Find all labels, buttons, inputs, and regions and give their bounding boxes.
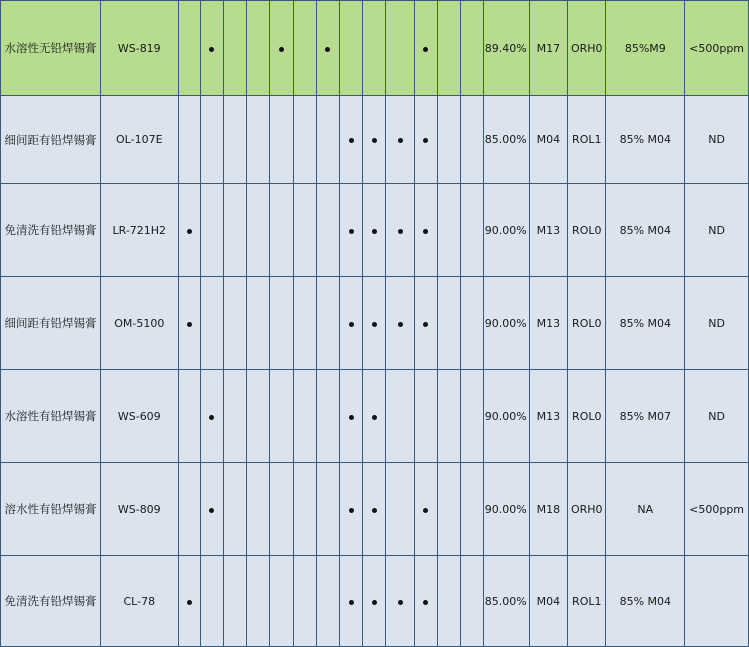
feature-cell: [386, 184, 414, 277]
feature-cell: [293, 277, 316, 370]
feature-cell: [386, 556, 414, 647]
feature-cell: [200, 556, 223, 647]
flux-type-cell: ROL0: [568, 370, 606, 463]
feature-cell: [316, 556, 339, 647]
feature-cell: [340, 556, 363, 647]
bullet-dot-icon: [423, 47, 428, 52]
feature-cell: [437, 463, 460, 556]
flux-type-cell: ORH0: [568, 463, 606, 556]
feature-cell: [293, 96, 316, 184]
feature-cell: [461, 184, 484, 277]
feature-cell: [270, 184, 293, 277]
feature-cell: [363, 370, 386, 463]
feature-cell: [178, 277, 200, 370]
feature-cell: [293, 463, 316, 556]
feature-cell: [461, 463, 484, 556]
feature-cell: [178, 556, 200, 647]
product-name-cell: 水溶性无铅焊锡膏: [1, 1, 101, 96]
flux-type-cell: ROL1: [568, 96, 606, 184]
table-row: [1, 463, 749, 556]
powder-mesh-cell: M04: [529, 96, 567, 184]
feature-cell: [340, 370, 363, 463]
feature-cell: [316, 463, 339, 556]
feature-cell: [224, 96, 247, 184]
powder-mesh-cell: M17: [529, 1, 567, 96]
alloy-content-cell: 85.00%: [484, 556, 529, 647]
paste-spec-cell: 85% M04: [606, 277, 685, 370]
product-name-cell: 溶水性有铅焊锡膏: [1, 463, 101, 556]
product-name-cell: 细间距有铅焊锡膏: [1, 96, 101, 184]
bullet-dot-icon: [349, 322, 354, 327]
feature-cell: [224, 370, 247, 463]
feature-cell: [316, 277, 339, 370]
table-row: [1, 1, 749, 96]
feature-cell: [414, 277, 437, 370]
feature-cell: [293, 370, 316, 463]
powder-mesh-cell: M18: [529, 463, 567, 556]
feature-cell: [461, 96, 484, 184]
powder-mesh-cell: M13: [529, 184, 567, 277]
table-row: [1, 277, 749, 370]
feature-cell: [270, 277, 293, 370]
paste-spec-cell: 85% M04: [606, 556, 685, 647]
feature-cell: [224, 556, 247, 647]
feature-cell: [386, 1, 414, 96]
feature-cell: [200, 1, 223, 96]
paste-spec-cell: NA: [606, 463, 685, 556]
feature-cell: [461, 1, 484, 96]
feature-cell: [178, 463, 200, 556]
feature-cell: [340, 277, 363, 370]
halogen-cell: ND: [685, 96, 749, 184]
powder-mesh-cell: M13: [529, 277, 567, 370]
feature-cell: [340, 184, 363, 277]
flux-type-cell: ORH0: [568, 1, 606, 96]
feature-cell: [461, 556, 484, 647]
powder-mesh-cell: M13: [529, 370, 567, 463]
alloy-content-cell: 90.00%: [484, 370, 529, 463]
paste-spec-cell: 85% M07: [606, 370, 685, 463]
feature-cell: [224, 277, 247, 370]
bullet-dot-icon: [209, 415, 214, 420]
alloy-content-cell: 90.00%: [484, 463, 529, 556]
product-name-cell: 水溶性有铅焊锡膏: [1, 370, 101, 463]
feature-cell: [386, 277, 414, 370]
feature-cell: [224, 1, 247, 96]
halogen-cell: <500ppm: [685, 463, 749, 556]
feature-cell: [200, 277, 223, 370]
bullet-dot-icon: [349, 600, 354, 605]
table-row: [1, 184, 749, 277]
bullet-dot-icon: [349, 138, 354, 143]
feature-cell: [200, 370, 223, 463]
feature-cell: [414, 556, 437, 647]
bullet-dot-icon: [423, 138, 428, 143]
bullet-dot-icon: [372, 415, 377, 420]
halogen-cell: [685, 556, 749, 647]
feature-cell: [340, 463, 363, 556]
table-row: [1, 556, 749, 647]
bullet-dot-icon: [372, 508, 377, 513]
feature-cell: [363, 184, 386, 277]
feature-cell: [414, 370, 437, 463]
bullet-dot-icon: [423, 322, 428, 327]
feature-cell: [247, 556, 270, 647]
halogen-cell: <500ppm: [685, 1, 749, 96]
feature-cell: [270, 463, 293, 556]
feature-cell: [224, 463, 247, 556]
feature-cell: [340, 96, 363, 184]
bullet-dot-icon: [209, 508, 214, 513]
feature-cell: [178, 370, 200, 463]
bullet-dot-icon: [398, 138, 403, 143]
table-row: [1, 370, 749, 463]
feature-cell: [461, 370, 484, 463]
feature-cell: [340, 1, 363, 96]
feature-cell: [316, 96, 339, 184]
bullet-dot-icon: [209, 47, 214, 52]
feature-cell: [247, 370, 270, 463]
alloy-content-cell: 90.00%: [484, 277, 529, 370]
feature-cell: [386, 370, 414, 463]
feature-cell: [414, 463, 437, 556]
feature-cell: [200, 96, 223, 184]
model-cell: OL-107E: [100, 96, 178, 184]
bullet-dot-icon: [423, 229, 428, 234]
halogen-cell: ND: [685, 370, 749, 463]
feature-cell: [178, 96, 200, 184]
alloy-content-cell: 85.00%: [484, 96, 529, 184]
model-cell: OM-5100: [100, 277, 178, 370]
bullet-dot-icon: [187, 600, 192, 605]
bullet-dot-icon: [398, 600, 403, 605]
feature-cell: [363, 96, 386, 184]
feature-cell: [224, 184, 247, 277]
feature-cell: [437, 1, 460, 96]
feature-cell: [414, 96, 437, 184]
bullet-dot-icon: [398, 229, 403, 234]
bullet-dot-icon: [349, 415, 354, 420]
alloy-content-cell: 90.00%: [484, 184, 529, 277]
product-name-cell: 免清洗有铅焊锡膏: [1, 556, 101, 647]
bullet-dot-icon: [187, 229, 192, 234]
bullet-dot-icon: [372, 322, 377, 327]
product-name-cell: 免清洗有铅焊锡膏: [1, 184, 101, 277]
feature-cell: [178, 184, 200, 277]
feature-cell: [363, 277, 386, 370]
feature-cell: [386, 463, 414, 556]
bullet-dot-icon: [187, 322, 192, 327]
feature-cell: [247, 1, 270, 96]
model-cell: WS-609: [100, 370, 178, 463]
bullet-dot-icon: [372, 600, 377, 605]
feature-cell: [414, 184, 437, 277]
feature-cell: [200, 184, 223, 277]
feature-cell: [363, 556, 386, 647]
feature-cell: [386, 96, 414, 184]
alloy-content-cell: 89.40%: [484, 1, 529, 96]
feature-cell: [270, 370, 293, 463]
feature-cell: [178, 1, 200, 96]
table-body: [1, 1, 749, 647]
feature-cell: [247, 184, 270, 277]
halogen-cell: ND: [685, 277, 749, 370]
feature-cell: [270, 556, 293, 647]
feature-cell: [414, 1, 437, 96]
bullet-dot-icon: [398, 322, 403, 327]
bullet-dot-icon: [279, 47, 284, 52]
paste-spec-cell: 85% M04: [606, 184, 685, 277]
feature-cell: [270, 96, 293, 184]
paste-spec-cell: 85%M9: [606, 1, 685, 96]
bullet-dot-icon: [372, 229, 377, 234]
bullet-dot-icon: [325, 47, 330, 52]
feature-cell: [293, 1, 316, 96]
bullet-dot-icon: [349, 229, 354, 234]
feature-cell: [437, 370, 460, 463]
feature-cell: [270, 1, 293, 96]
feature-cell: [363, 463, 386, 556]
model-cell: LR-721H2: [100, 184, 178, 277]
feature-cell: [293, 184, 316, 277]
model-cell: WS-819: [100, 1, 178, 96]
feature-cell: [200, 463, 223, 556]
feature-cell: [247, 463, 270, 556]
feature-cell: [247, 96, 270, 184]
feature-cell: [461, 277, 484, 370]
feature-cell: [316, 1, 339, 96]
flux-type-cell: ROL0: [568, 184, 606, 277]
bullet-dot-icon: [423, 600, 428, 605]
feature-cell: [437, 96, 460, 184]
feature-cell: [316, 370, 339, 463]
feature-cell: [437, 556, 460, 647]
feature-cell: [363, 1, 386, 96]
flux-type-cell: ROL0: [568, 277, 606, 370]
bullet-dot-icon: [372, 138, 377, 143]
feature-cell: [437, 277, 460, 370]
model-cell: WS-809: [100, 463, 178, 556]
bullet-dot-icon: [349, 508, 354, 513]
powder-mesh-cell: M04: [529, 556, 567, 647]
bullet-dot-icon: [423, 508, 428, 513]
feature-cell: [247, 277, 270, 370]
feature-cell: [437, 184, 460, 277]
paste-spec-cell: 85% M04: [606, 96, 685, 184]
product-name-cell: 细间距有铅焊锡膏: [1, 277, 101, 370]
halogen-cell: ND: [685, 184, 749, 277]
feature-cell: [293, 556, 316, 647]
feature-cell: [316, 184, 339, 277]
model-cell: CL-78: [100, 556, 178, 647]
table-row: [1, 96, 749, 184]
flux-type-cell: ROL1: [568, 556, 606, 647]
